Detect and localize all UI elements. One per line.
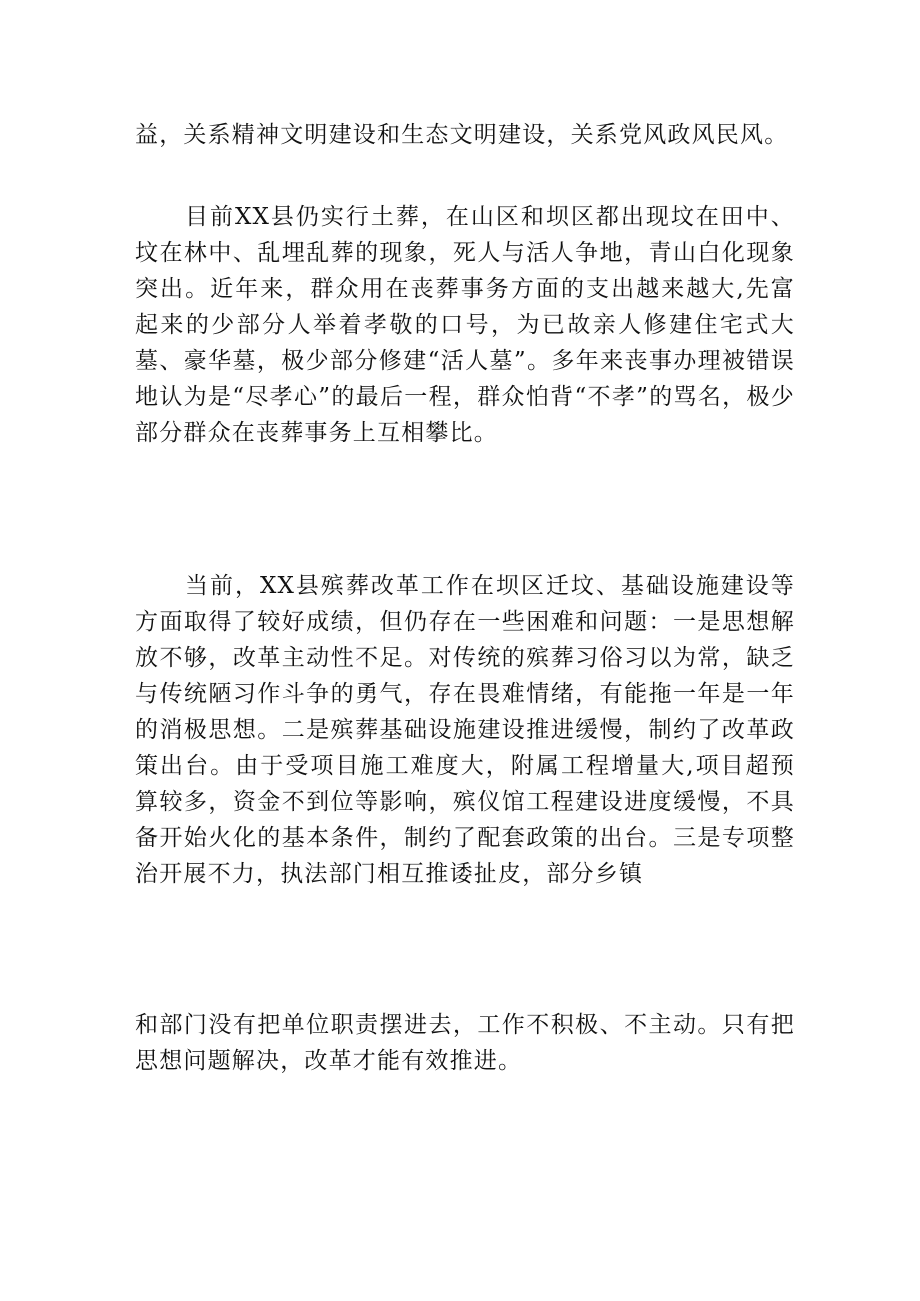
paragraph-continuation: 益，关系精神文明建设和生态文明建设，关系党风政风民风。	[135, 122, 789, 148]
paragraph-reform-problems: 当前，XX县殡葬改革工作在坝区迁坟、基础设施建设等方面取得了较好成绩，但仍存在一些困难和问题：一是思想解放不够，改革主动性不足。对传统的殡葬习俗习以为常，缺乏与传统陋习作斗争的勇气，存在畏难情绪，有能拖一年是一年的消极思想。二是殡葬基础设施建设推进缓慢，制约了改革政策出台。由于受项目施工难度大，附属工程增量大,项目超预算较多，资金不到位等影响，殡仪馆工程建设进度缓慢，不具备开始火化的基本条件，制约了配套政策的出台。三是专项整治开展不力，执法部门相互推诿扯皮，部分乡镇	[135, 573, 795, 887]
paragraph-burial-situation: 目前XX县仍实行土葬，在山区和坝区都出现坟在田中、坟在林中、乱埋乱葬的现象，死人与活人争地，青山白化现象突出。近年来，群众用在丧葬事务方面的支出越来越大,先富起来的少部分人举着孝敬的口号，为已故亲人修建住宅式大墓、豪华墓，极少部分修建“活人墓”。多年来丧事办理被错误地认为是“尽孝心”的最后一程，群众怕背“不孝”的骂名，极少部分群众在丧葬事务上互相攀比。	[135, 204, 795, 446]
paragraph-conclusion: 和部门没有把单位职责摆进去，工作不积极、不主动。只有把思想问题解决，改革才能有效推进。	[135, 1012, 795, 1074]
